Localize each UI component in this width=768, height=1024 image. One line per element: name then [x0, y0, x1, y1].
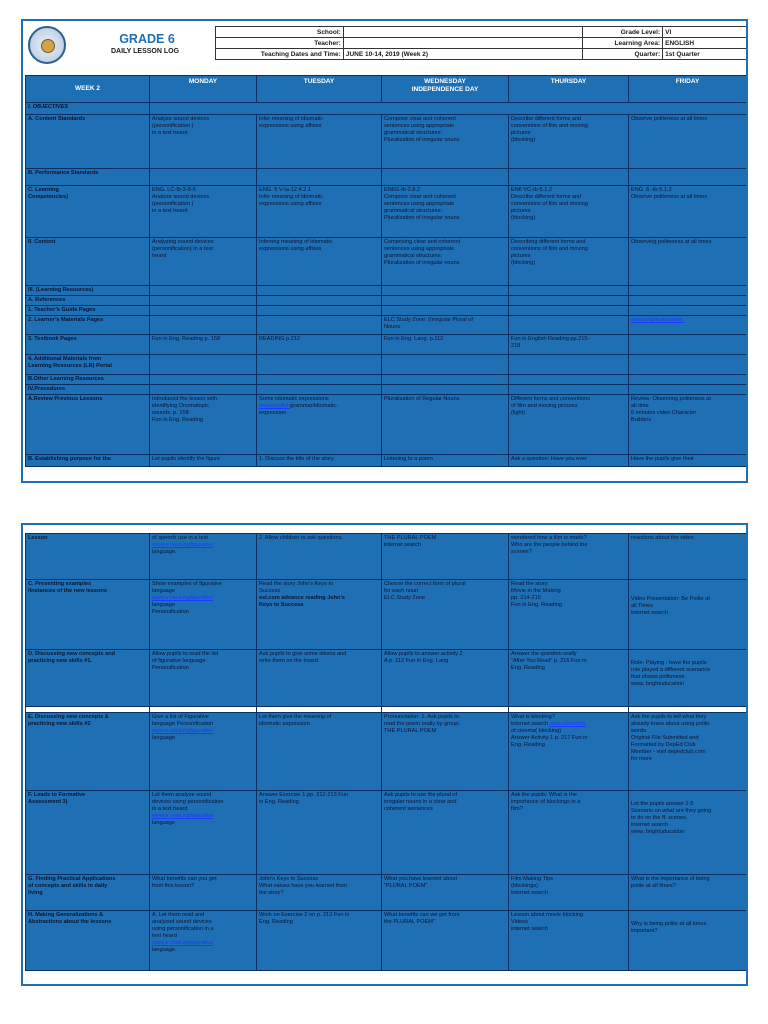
cell-text: polite at all times?: [631, 882, 676, 889]
cell-text: expressions using affixes: [259, 200, 322, 207]
cell-text: Infer meaning of idiomatic: [259, 193, 324, 200]
cell-text: ELC Study Zone: (Irregular Plural of: [384, 317, 473, 323]
cell: Have the pupils give their: [629, 454, 747, 466]
cell-text: internet search: [511, 889, 549, 896]
cell-text: grammatical structures:: [384, 252, 443, 259]
procedures-label: IV.Procedures: [26, 385, 150, 395]
cell-text: of concepts and skills in daily: [28, 882, 108, 889]
day-friday: FRIDAY: [629, 76, 747, 103]
cell-text: (personification) in a text: [152, 245, 213, 252]
cell-text: esl.com advance reading John’s: [259, 594, 345, 601]
cell: [509, 394, 629, 454]
cell-text: Lesson about movie blocking: [511, 912, 584, 918]
cell-text: internet search: [384, 541, 422, 548]
cell-text: Videos: [511, 918, 529, 925]
cell: [382, 713, 509, 791]
cell-text: internet search: [631, 609, 669, 616]
cell-text: devices using personification: [152, 798, 224, 805]
cell-text: pictures: [511, 207, 531, 214]
deped-seal-logo: [28, 26, 66, 64]
cell: 1. Discuss the title of the story.: [257, 454, 382, 466]
cell-text: 6 minutes video Character: [631, 409, 697, 416]
cell-text: E. Discussing new concepts &: [28, 714, 109, 720]
cell-text: internet search: [511, 925, 549, 932]
header: [25, 24, 746, 64]
cell-text: of figurative language: [152, 657, 206, 664]
cell: [257, 713, 382, 791]
cell-text: (light): [511, 409, 525, 416]
cell-text: the PLURAL POEM”: [384, 918, 435, 925]
cell-text: Answer Activity 1 p. 217 Fun in: [511, 734, 588, 741]
cell-text: (personification ): [152, 200, 194, 207]
cell-text: A p. 112 Fun in Eng. Lang: [384, 657, 449, 664]
cell-text: all Times: [631, 602, 654, 609]
cell-text: Video Presentation: Be Polite at: [631, 596, 710, 602]
cell-text: grammatical structures:: [384, 207, 443, 214]
cell-text: Learning Resources (LR) Portal: [28, 362, 112, 369]
day-monday: MONDAY: [150, 76, 257, 103]
cell-text: in a text heard: [152, 207, 188, 214]
cell-text: H. Making Generalizations &: [28, 912, 104, 918]
competencies-label: [26, 186, 150, 238]
cell: [382, 316, 509, 335]
cell-text: language Personification: [152, 720, 214, 727]
cell-text: Fun in Eng. Reading: [152, 416, 203, 423]
figurative-language-link[interactable]: www.e.read.ingfigurative: [152, 594, 213, 601]
cell-text: (blocking): [511, 136, 536, 143]
cell: [150, 186, 257, 238]
figurative-language-link[interactable]: www.e.read.ingfigurative: [152, 541, 213, 548]
cell-text: Allow pupils to read the list: [152, 651, 219, 657]
cell-text: What benefits can you get: [152, 876, 217, 882]
cell-text: language: [152, 601, 176, 608]
cell-text: Pluralization of irregular nouns: [384, 136, 460, 143]
lesson-label: Lesson: [26, 534, 150, 580]
cell-text: D. Discussing new concepts and: [28, 651, 116, 657]
cell: Let them analyze sound devices using personification in a text heard www.e.read.ingfigurative language: [150, 791, 257, 875]
cell: of speech use in a text www.e.read.ingfigurative language.: [150, 534, 257, 580]
cell-text: Analyze sound devices: [152, 116, 210, 122]
content-label: II. Content: [26, 238, 150, 286]
performance-standards-label: B. Performance Standards: [26, 169, 150, 186]
cell-text: Formatted by DepEd Club: [631, 741, 696, 748]
cell: A. Let them read and analyzed sound devices using personification in a text heard www.e.read.ingfigurative language.: [150, 911, 257, 971]
cell-text: of film and moving pictures: [511, 402, 578, 409]
cell-text: Analyzing sound devices: [152, 239, 214, 245]
cell-text: sentences using appropriate: [384, 245, 455, 252]
cell-text: all time: [631, 402, 649, 409]
cell-text: Give a list of Figurative: [152, 714, 209, 720]
cell: [629, 238, 747, 286]
cell-text: Eng. Reading: [511, 741, 545, 748]
cell-text: Read the story:: [511, 581, 549, 587]
cell-text: conventions of film and moving: [511, 122, 588, 129]
cell: Ask a question: Have you ever: [509, 454, 629, 466]
cell: [509, 875, 629, 911]
cell-text: internet search: [631, 821, 669, 828]
cell-text: John’s Keys to Success: [259, 876, 318, 882]
quarter-value: 1st Quarter: [663, 49, 747, 60]
cell-text: of cinema( blocking): [511, 727, 562, 734]
cell-text: F. Leads to Formative: [28, 792, 86, 798]
cell: [257, 580, 382, 650]
cell-text: Assessment 3): [28, 798, 68, 805]
cell-text: for more: [631, 755, 652, 762]
cell-text: Answer Exercise 1 pp. 212-213 Fun: [259, 792, 348, 798]
cell-text: Pluralization of irregular nouns: [384, 214, 460, 221]
cell-text: conventions of film and moving: [511, 245, 588, 252]
cell-text: EN6 VC-Ib-5.1.2: [511, 187, 553, 193]
cell: [509, 650, 629, 707]
cell: [629, 875, 747, 911]
cell-text: wondered how a film is made?: [511, 535, 587, 541]
cell-text: Ask the pupils to tell what they: [631, 714, 707, 720]
cell-text: pictures: [511, 252, 531, 259]
cell-text: Allow pupils to answer activity 2: [384, 651, 463, 657]
cell-text: important?: [631, 927, 658, 934]
cell-text: Observing politeness at all times: [631, 239, 712, 245]
lesson-grid-1: [25, 75, 747, 467]
cell: [382, 875, 509, 911]
cell-text: the story?: [259, 889, 284, 896]
cell: Fun in Eng. Lang. p.112: [382, 335, 509, 355]
cell-text: “PLURAL POEM”: [384, 882, 428, 889]
cell: [509, 335, 629, 355]
teacher-label: Teacher:: [216, 38, 344, 49]
cell-text: living: [28, 889, 43, 896]
cell-text: Ask pupils to give some idioms and: [259, 651, 347, 657]
cell: [382, 580, 509, 650]
lesson-log-page-1: [21, 19, 748, 483]
cell-text: analyzed sound devices: [152, 918, 212, 925]
discussing-2-label: [26, 713, 150, 791]
cell-text: www. brightuducation: [631, 680, 685, 687]
cell: Give a list of Figurative language Personification www.e.read.ingfigurative language: [150, 713, 257, 791]
cell-text: that shows politeness: [631, 673, 685, 680]
cell-text: sentences using appropriate: [384, 200, 455, 207]
references-label: A. References: [26, 296, 150, 306]
cell-text: Movie in the Making: [511, 587, 561, 594]
log-title: DAILY LESSON LOG: [110, 48, 180, 55]
cell-text: Abstractions about the lessons: [28, 918, 112, 925]
cell-text: Competencies): [28, 193, 69, 200]
cell-text: conventions of film and moving: [511, 200, 588, 207]
learning-area-value: ENGLISH: [663, 38, 747, 49]
cell: 2. Allow children to ask questions.: [257, 534, 382, 580]
school-value: [343, 27, 582, 38]
cell-text: role played a different scenarios: [631, 666, 711, 673]
cell-text: in a text heard: [152, 129, 188, 136]
school-label: School:: [216, 27, 344, 38]
cell: [629, 115, 747, 169]
quarter-label: Quarter:: [583, 49, 663, 60]
cell-text: Pluralization of irregular nouns: [384, 259, 460, 266]
cell: Fun in Eng. Reading p. 158: [150, 335, 257, 355]
cell: reactions about the video: [629, 534, 747, 580]
cell-text: in a text heard: [152, 805, 188, 812]
cell: [382, 186, 509, 238]
cell-text: Composing clear and coherent: [384, 239, 461, 245]
cell-text: idiomatic expression: [259, 720, 310, 727]
cell-text: sentences using appropriate: [384, 122, 455, 129]
cell-text: sounds. p. 158: [152, 409, 189, 416]
cell: [150, 394, 257, 454]
cell-text: Original File Submitted and: [631, 734, 699, 741]
cell-text: expressions using affixes: [259, 245, 322, 252]
cell: Let pupils identify the figure: [150, 454, 257, 466]
cell-text: Ask pupils to use the plural of: [384, 792, 458, 798]
cell-text: Builders: [631, 416, 652, 423]
cell-text: Describing different forms and: [511, 239, 586, 245]
cell-text: already knew about using polite: [631, 720, 710, 727]
cell: [629, 713, 747, 791]
cell: [382, 394, 509, 454]
cell-text: What is the importance of being: [631, 876, 710, 882]
cell-text: (blocking): [511, 259, 536, 266]
cell-text: G. Finding Practical Applications: [28, 876, 116, 882]
brightuducation-link[interactable]: www.brightuducation.: [631, 317, 685, 323]
cell-text: read the poem orally by group.: [384, 720, 460, 727]
cell: [382, 115, 509, 169]
cell-text: What you have learned about: [384, 876, 458, 882]
figurative-language-link[interactable]: www.e.read.ingfigurative: [152, 812, 213, 819]
cell-text: coherent sentences: [384, 805, 433, 812]
cell-text: Choose the correct form of plural: [384, 581, 466, 587]
grade-level-label: Grade Level:: [583, 27, 663, 38]
cell-text: scenes?: [511, 548, 532, 555]
cell-text: importance of blockings in a: [511, 798, 581, 805]
english-grammar-link[interactable]: www.english: [259, 402, 291, 409]
figurative-language-link[interactable]: www.e.read.ingfigurative: [152, 939, 213, 946]
cell: [257, 186, 382, 238]
other-resources-label: B.Other Learning Resources: [26, 375, 150, 385]
cell-text: Observe politeness at all times: [631, 116, 708, 122]
cell-text: Describe different forms and: [511, 193, 582, 200]
day-thursday: THURSDAY: [509, 76, 629, 103]
cell: [382, 650, 509, 707]
cell: Listening to a poem: [382, 454, 509, 466]
cell-text: Success: [259, 587, 281, 594]
info-table: [215, 26, 747, 60]
presenting-label: [26, 580, 150, 650]
applications-label: [26, 875, 150, 911]
cell-text: ELC Study Zone: [384, 594, 426, 601]
dates-label: Teaching Dates and Time:: [216, 49, 344, 60]
cell-text: film?: [511, 805, 523, 812]
cell-text: Describe different forms and: [511, 116, 582, 122]
cell-text: Let the pupils answer 1-5: [631, 801, 694, 807]
cell: What is blocking? internet search www.elements of cinema( blocking) Answer Activity 1 p. 217 Fun in Eng. Reading: [509, 713, 629, 791]
cell: [509, 186, 629, 238]
cell: [257, 238, 382, 286]
cell-text: heard: [152, 252, 167, 259]
cell-text: Who are the people behind the: [511, 541, 588, 548]
cell-text: from this lesson?: [152, 882, 195, 889]
cell-text: Eng. Reading: [259, 918, 293, 925]
cell: [629, 316, 747, 335]
cell-text: 218: [511, 342, 521, 349]
cell-text: in Eng. Reading: [259, 798, 299, 805]
cell-text: ENG. LC-Ib-2-8-6: [152, 187, 196, 193]
cell-text: Infer meaning of idiomatic: [259, 116, 324, 122]
cell: READING p.212: [257, 335, 382, 355]
lesson-log-page-2: [21, 523, 748, 986]
cell-text: write them on the board.: [259, 657, 320, 664]
cell: [150, 875, 257, 911]
cell-text: using personification in a: [152, 925, 214, 932]
cell-text: pictures: [511, 129, 531, 136]
textbook-label: 3. Textbook Pages: [26, 335, 150, 355]
objectives-heading: I. OBJECTIVES: [26, 103, 150, 115]
cell-text: THE PLURAL POEM: [384, 535, 437, 541]
additional-materials-label: [26, 355, 150, 375]
cell-text: Pronunciation: 1. Ask pupils to: [384, 714, 459, 720]
cell-text: Nouns: [384, 323, 401, 330]
cell-text: Personification: [152, 608, 189, 615]
cell-text: pp. 214-216: [511, 594, 541, 601]
cell-text: Let them give the meaning of: [259, 714, 332, 720]
cell-text: What is blocking?: [511, 714, 555, 720]
cell: [509, 911, 629, 971]
day-tuesday: TUESDAY: [257, 76, 382, 103]
cell-text: What values have you learned from: [259, 882, 347, 889]
cell-text: Inferring meaning of idiomatic: [259, 239, 333, 245]
cell-text: Introduced the lesson with: [152, 395, 217, 402]
cell-text: Compose clear and coherent: [384, 193, 456, 200]
cell: [150, 115, 257, 169]
grade-title: GRADE 6: [119, 32, 175, 46]
cell: [629, 580, 747, 650]
cell-text: practicing new skills #1.: [28, 657, 93, 664]
cell: [257, 650, 382, 707]
elements-of-cinema-link[interactable]: www.elements: [549, 720, 586, 727]
day-wednesday: WEDNESDAY INDEPENDENCE DAY: [382, 76, 509, 103]
cell-text: Different forms and conventions: [511, 395, 590, 402]
cell: [150, 650, 257, 707]
grade-level-value: VI: [663, 27, 747, 38]
cell-text: Work on Exercise 2 on p. 213 Fun in: [259, 912, 350, 918]
cell-text: THE PLURAL POEM: [384, 727, 437, 734]
cell: [382, 791, 509, 875]
cell-text: What benefits can we get from: [384, 912, 460, 918]
cell-text: C. Presenting examples: [28, 581, 92, 587]
dates-value: JUNE 10-14, 2019 (Week 2): [343, 49, 582, 60]
cell-text: Why is being polite at all times: [631, 921, 707, 927]
cell: [629, 791, 747, 875]
cell: [257, 791, 382, 875]
cell-text: Scenario on what are they going: [631, 807, 712, 814]
cell-text: Ask the pupils: What is the: [511, 792, 577, 798]
cell-text: Film Making Tips: [511, 876, 553, 882]
cell-text: www. brightuducation: [631, 828, 685, 835]
cell-text: ENG. 6 V-Ia-12.4.2.1: [259, 187, 311, 193]
cell-text: Personification: [152, 664, 189, 671]
lesson-grid-2: [25, 533, 747, 971]
cell-text: 4. Additional Materials from: [28, 356, 102, 362]
cell-text: Fun in English Reading pp.215-: [511, 336, 590, 342]
cell: [150, 238, 257, 286]
cell: [509, 534, 629, 580]
formative-label: [26, 791, 150, 875]
cell-text: Keys to Success: [259, 601, 304, 608]
cell-text: “After You Read” p. 216 Fun in: [511, 657, 587, 664]
cell: [509, 580, 629, 650]
cell-text: /instances of the new lessons: [28, 587, 107, 594]
cell: [257, 911, 382, 971]
content-standards-label: A. Content Standards: [26, 115, 150, 169]
cell: [629, 394, 747, 454]
learning-area-label: Learning Area:: [583, 38, 663, 49]
cell-text: text heard: [152, 932, 177, 939]
generalizations-label: [26, 911, 150, 971]
cell-text: Let them analyze sound: [152, 792, 212, 798]
cell-text: (blocking): [511, 214, 536, 221]
cell-text: Observe politeness at all times: [631, 193, 708, 200]
cell-text: Role- Playing : have the pupils: [631, 660, 707, 666]
cell-text: (personification ): [152, 122, 194, 129]
cell-text: Member - visit depedclub.com: [631, 748, 706, 755]
cell: [257, 115, 382, 169]
cell-text: grammatical structures:: [384, 129, 443, 136]
teacher-value: [343, 38, 582, 49]
cell-text: words.: [631, 727, 648, 734]
cell: [382, 534, 509, 580]
cell-text: A. Let them read and: [152, 912, 205, 918]
cell-text: C. Learning: [28, 187, 59, 193]
cell-text: for each noun: [384, 587, 419, 594]
cell: Show examples of figurative language www.e.read.ingfigurative language Personification: [150, 580, 257, 650]
cell: [509, 115, 629, 169]
discussing-1-label: [26, 650, 150, 707]
learners-materials-label: 2. Learner’s Materials Pages: [26, 316, 150, 335]
cell-text: ENG .6 -Ib-5.1.2: [631, 187, 672, 193]
cell: [629, 650, 747, 707]
cell: [629, 186, 747, 238]
cell-text: irregular nouns in a clear and: [384, 798, 457, 805]
cell: [382, 911, 509, 971]
learning-resources-label: III. (Learning Resources): [26, 286, 150, 296]
cell-text: EN6G-Ib-2.8.2: [384, 187, 421, 193]
cell-text: Read the story John’s Keys to: [259, 581, 334, 587]
cell-text: identifying Onomatopic: [152, 402, 209, 409]
cell-text: Analyze sound devices: [152, 193, 210, 200]
cell: [509, 238, 629, 286]
cell-text: Pluralization of Regular Nouns: [384, 395, 460, 402]
purpose-label: B. Establishing purpose for the: [26, 454, 150, 466]
review-label: A.Review Previous Lessons: [26, 394, 150, 454]
cell-text: Fun in Eng. Reading: [511, 601, 562, 608]
cell-text: practicing new skills #2: [28, 720, 91, 727]
cell-text: Compose clear and coherent: [384, 116, 456, 122]
cell-text: expressions using affixes: [259, 122, 322, 129]
cell: [257, 875, 382, 911]
figurative-language-link[interactable]: www.e.read.ingfigurative: [152, 727, 213, 734]
cell-text: Review: Observing politeness at: [631, 395, 711, 402]
cell-text: (blockings): [511, 882, 539, 889]
cell-text: Answer the question orally: [511, 651, 577, 657]
cell: [509, 791, 629, 875]
cell-text: Eng. Reading: [511, 664, 545, 671]
cell: Some idiomatic expressions www.englishgrammar/idiomatic- expression: [257, 394, 382, 454]
week-header: WEEK 2: [26, 76, 150, 103]
cell-text: to do on the ff. scenes.: [631, 814, 688, 821]
cell: [629, 911, 747, 971]
teachers-guide-label: 1. Teacher’s Guide Pages: [26, 306, 150, 316]
cell: [382, 238, 509, 286]
